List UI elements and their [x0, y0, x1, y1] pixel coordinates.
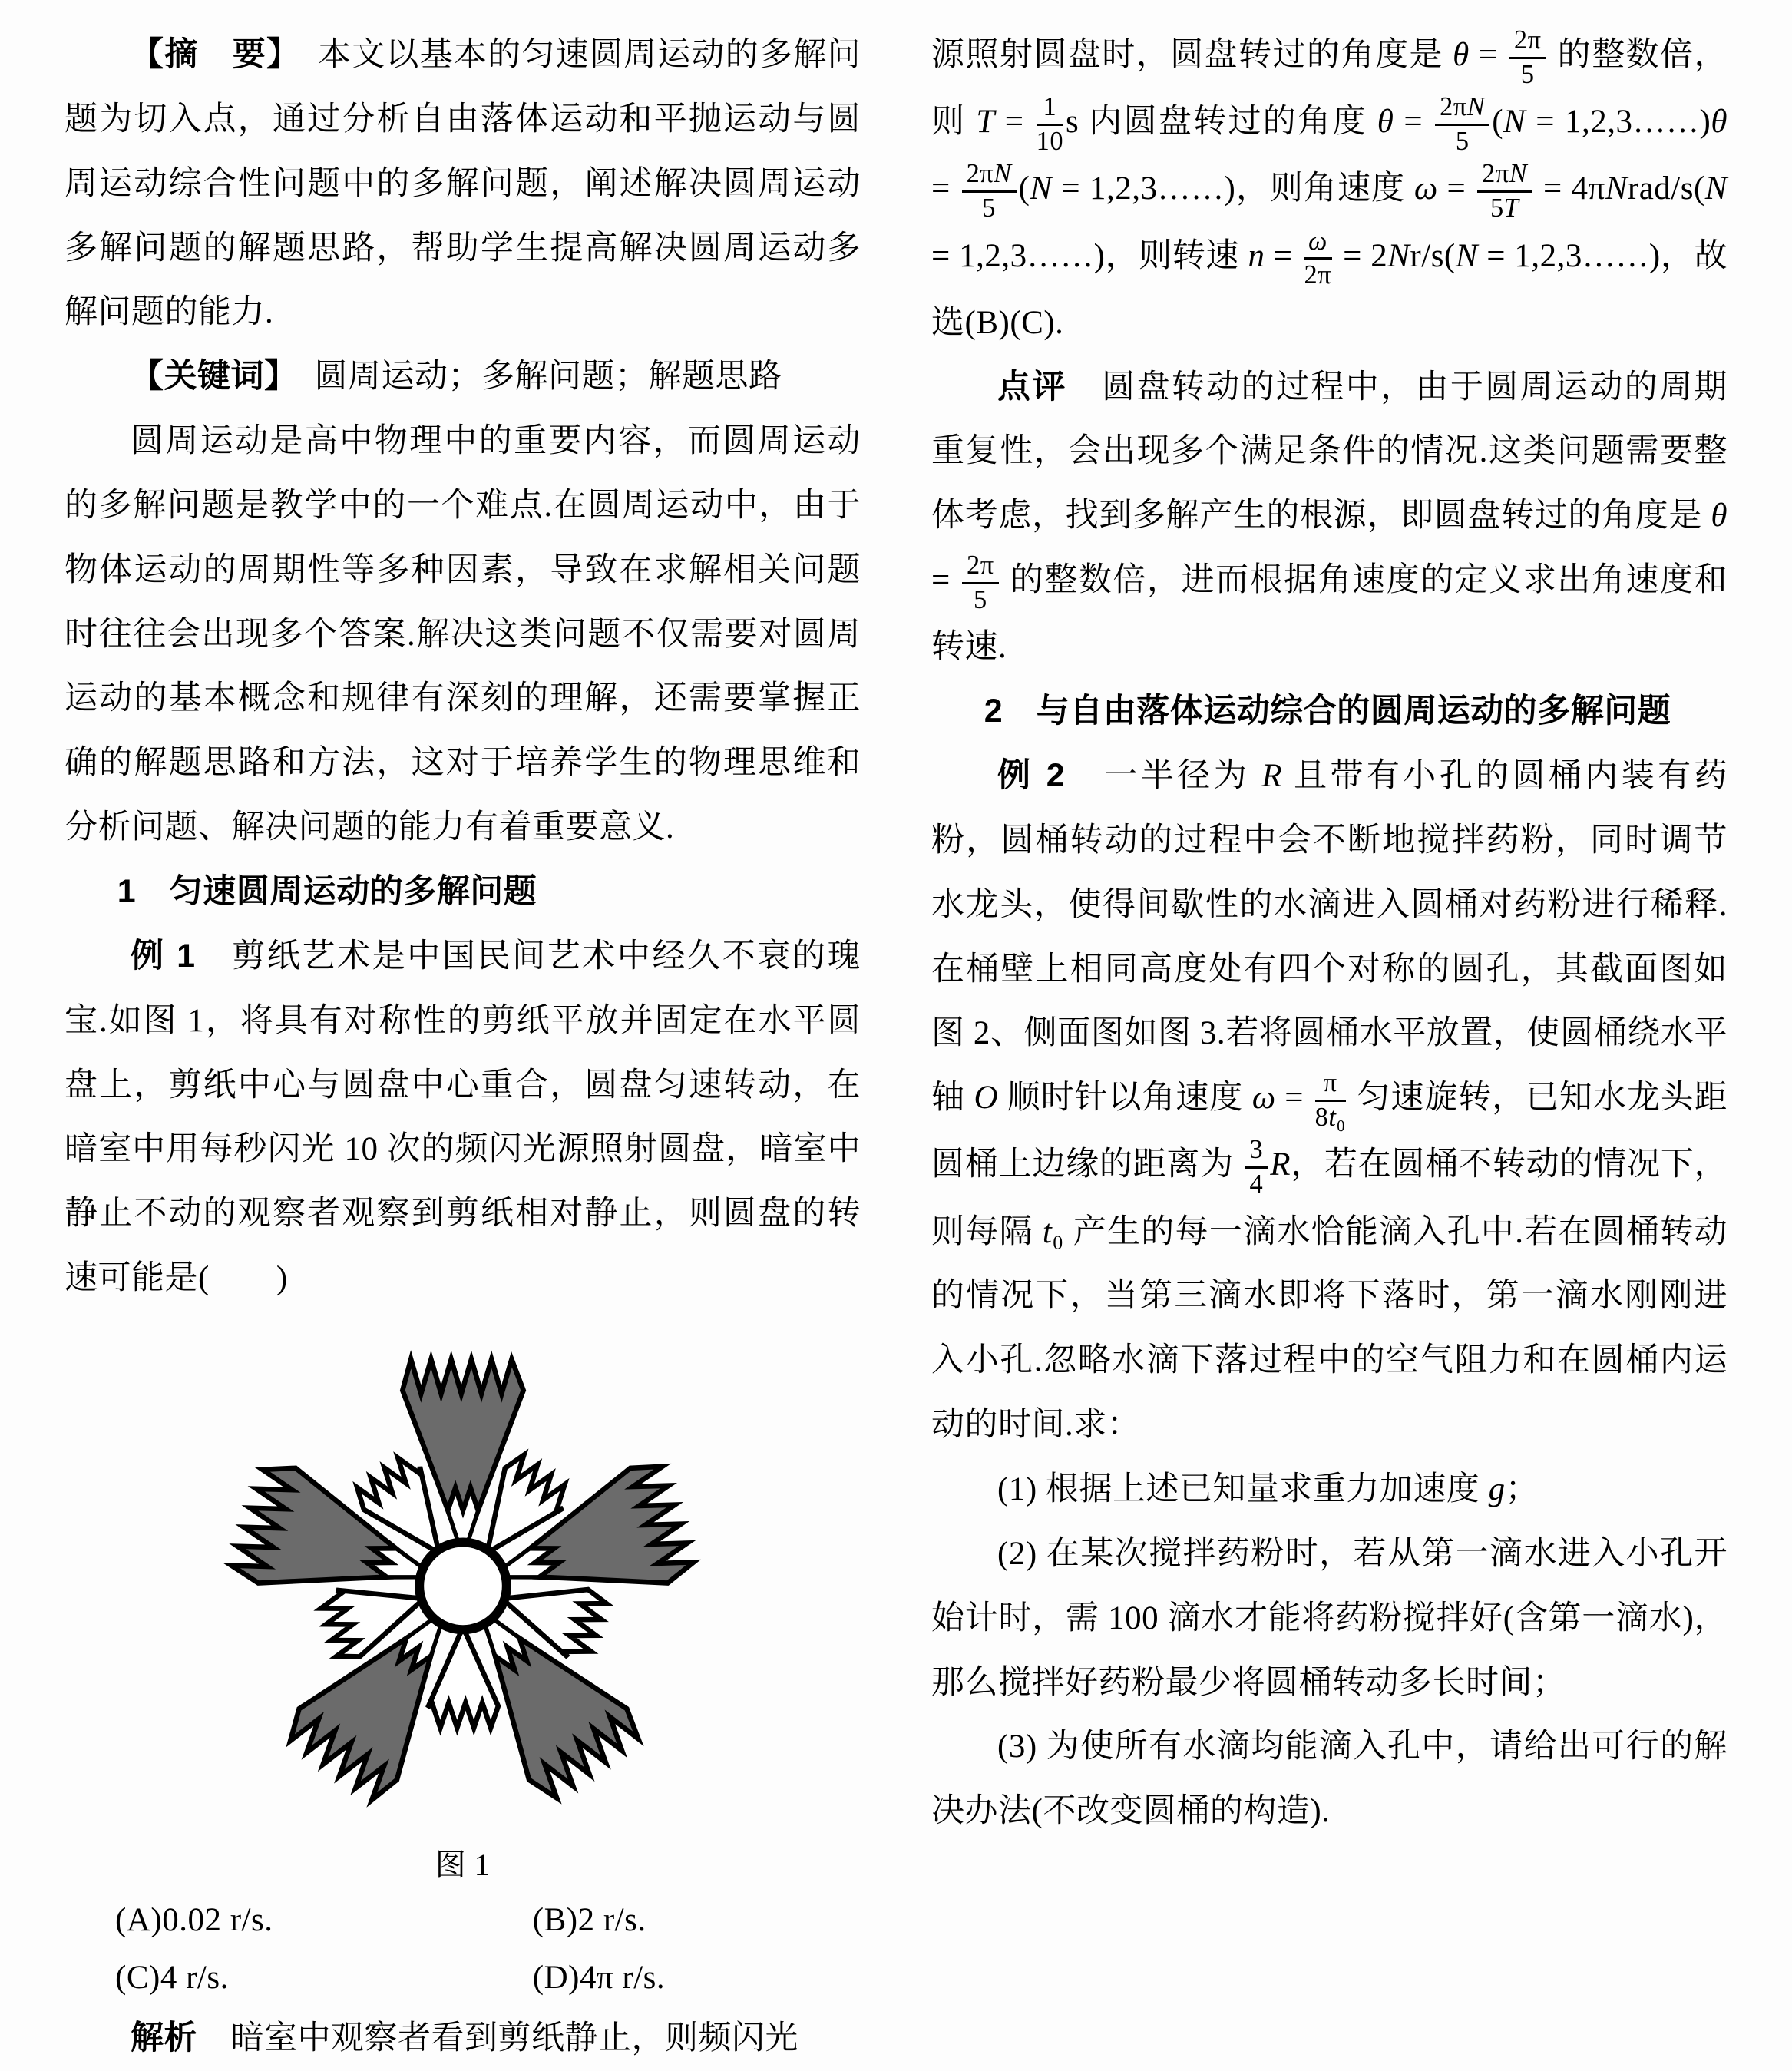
body-text: ，则转速: [1105, 237, 1248, 274]
intro-paragraph: [64, 409, 861, 860]
bold-label: 例 1: [131, 937, 196, 974]
math-text: =: [1437, 170, 1476, 207]
math-text: s: [1066, 104, 1079, 141]
math-fraction: $\frac{2\pi}{5}$: [962, 551, 999, 615]
body-text: 内圆盘转过的角度: [1079, 104, 1377, 141]
abstract-paragraph: [64, 23, 861, 345]
math-variable: N: [1503, 104, 1526, 141]
bold-label: 1 匀速圆周运动的多解问题: [117, 872, 537, 910]
body-text: 的整数倍，则: [931, 37, 1728, 141]
option-a: (A)0.02 r/s.: [115, 1901, 273, 1938]
math-variable: g: [1488, 1471, 1506, 1507]
bold-label: 【关键词】: [131, 358, 281, 395]
bold-label: 解析: [131, 2020, 197, 2057]
math-variable: θ: [1377, 104, 1394, 141]
math-text: =: [1275, 1080, 1313, 1117]
option-c: (C)4 r/s.: [115, 1959, 229, 1996]
math-variable: N: [1030, 170, 1053, 207]
body-text: 的整数倍，进而根据角速度的定义求出角速度和转速.: [931, 562, 1728, 666]
body-text: 顺时针以角速度: [998, 1080, 1252, 1117]
option-b: (B)2 r/s.: [532, 1901, 646, 1938]
body-text: 且带有小孔的圆桶内装有药粉，圆桶转动的过程中会不断地搅拌药粉，同时调节水龙头，使得间歇性的水滴进入圆桶对药粉进行稀释.在桶壁上相同高度处有四个对称的圆孔，其截面图如图 2、侧面图如图 3.若将圆桶水平放置，使圆桶绕水平轴: [931, 758, 1728, 1117]
math-variable: ω: [1308, 226, 1327, 256]
math-variable: R: [1261, 758, 1282, 794]
answer-options: [64, 1891, 861, 2007]
body-text: ，则角速度: [1235, 170, 1414, 207]
math-text: (: [1018, 170, 1030, 207]
bold-label: 2 与自由落体运动综合的圆周运动的多解问题: [984, 693, 1671, 730]
right-column: [931, 23, 1728, 2071]
body-text: 圆周运动；多解问题；解题思路: [281, 359, 782, 395]
keywords-paragraph: [64, 345, 861, 409]
papercut-center-circle: [419, 1542, 507, 1629]
math-fraction: $\frac{2\pi N}{5}$: [1435, 92, 1489, 157]
math-variable: t: [1042, 1213, 1053, 1250]
figure-caption: 图 1: [435, 1847, 491, 1882]
math-text: =: [931, 170, 960, 207]
bold-label: 【摘 要】: [131, 36, 284, 73]
math-variable: N: [1704, 170, 1728, 207]
example-1-paragraph: [64, 925, 861, 1311]
math-text: =: [931, 562, 960, 599]
figure-1: [64, 1322, 861, 1888]
math-fraction: $\frac{2\pi N}{5}$: [962, 159, 1017, 223]
math-variable: N: [1455, 237, 1478, 274]
math-variable: T: [976, 104, 995, 141]
math-text: = 1,2,3……): [1526, 104, 1711, 141]
body-text: ，故选(B)(C).: [931, 237, 1728, 341]
body-text: 匀速旋转，已知水龙头距圆桶上边缘的距离为: [931, 1080, 1728, 1183]
math-variable: N: [1466, 92, 1486, 122]
analysis-paragraph: [64, 2006, 861, 2071]
math-variable: N: [1605, 170, 1628, 207]
math-text: =: [1469, 37, 1507, 73]
math-fraction: $\frac{2\pi}{5}$: [1509, 25, 1546, 90]
papercut-flower-figure: [211, 1322, 715, 1842]
section-1-heading: [64, 860, 861, 925]
math-variable: R: [1270, 1146, 1291, 1183]
math-text: (: [1492, 104, 1504, 141]
math-fraction: $\frac{1}{10}$: [1036, 92, 1064, 156]
body-text: 一半径为: [1065, 758, 1262, 794]
math-variable: θ: [1711, 104, 1728, 141]
math-fraction: $\frac{3}{4}$: [1245, 1135, 1268, 1199]
question-1-paragraph: [931, 1457, 1728, 1522]
section-2-heading: [931, 680, 1728, 744]
body-text: (3) 为使所有水滴均能滴入孔中，请给出可行的解决办法(不改变圆桶的构造).: [931, 1729, 1728, 1830]
math-text: = 1,2,3……): [1477, 237, 1661, 274]
body-text: 暗室中观察者看到剪纸静止，则频闪光: [197, 2020, 798, 2057]
math-variable: t: [1328, 1102, 1337, 1132]
bold-label: 点评: [997, 368, 1067, 405]
bold-label: 例 2: [997, 757, 1066, 794]
math-text: =: [994, 104, 1034, 141]
math-text: r/s(: [1410, 237, 1456, 274]
body-text: ；: [1505, 1471, 1539, 1507]
question-2-paragraph: [931, 1522, 1728, 1715]
math-variable: n: [1248, 237, 1265, 274]
math-text: =: [1394, 104, 1433, 141]
example-2-paragraph: [931, 744, 1728, 1457]
math-fraction: $\frac{2\pi N}{5T}$: [1477, 159, 1532, 223]
body-text: 圆盘转动的过程中，由于圆周运动的周期重复性，会出现多个满足条件的情况.这类问题需要整体考虑，找到多解产生的根源，即圆盘转过的角度是: [931, 369, 1728, 534]
math-variable: θ: [1711, 498, 1728, 534]
math-text: = 1,2,3……): [1052, 170, 1236, 207]
body-text: (1) 根据上述已知量求重力加速度: [997, 1471, 1489, 1507]
body-text: ，若在圆桶不转动的情况下，则每隔: [931, 1146, 1728, 1250]
question-3-paragraph: [931, 1715, 1728, 1844]
math-variable: N: [1387, 237, 1410, 274]
math-text: = 2: [1334, 237, 1388, 274]
body-text: 剪纸艺术是中国民间艺术中经久不衰的瑰宝.如图 1，将具有对称性的剪纸平放并固定在水平圆盘上，剪纸中心与圆盘中心重合，圆盘匀速转动，在暗室中用每秒闪光 10 次的频闪光源照射圆盘，暗室中静止不动的观察者观察到剪纸相对静止，则圆盘的转速可能是( ): [64, 938, 861, 1297]
math-text: = 1,2,3……): [931, 237, 1106, 274]
math-variable: ω: [1413, 170, 1438, 207]
left-column: [64, 23, 861, 2071]
math-text: = 4π: [1534, 170, 1605, 207]
comment-paragraph: [931, 356, 1728, 680]
math-variable: θ: [1453, 37, 1470, 73]
math-text: =: [1265, 237, 1301, 274]
solution-continuation-paragraph: [931, 23, 1728, 356]
math-text: rad/s(: [1627, 170, 1705, 207]
math-fraction: $\frac{\omega}{2\pi}$: [1304, 226, 1332, 290]
option-d: (D)4π r/s.: [532, 1959, 666, 1996]
math-variable: N: [994, 159, 1012, 189]
body-text: 圆周运动是高中物理中的重要内容，而圆周运动的多解问题是教学中的一个难点.在圆周运动中，由于物体运动的周期性等多种因素，导致在求解相关问题时往往会出现多个答案.解决这类问题不仅需要对圆周运动的基本概念和规律有深刻的理解，还需要掌握正确的解题思路和方法，这对于培养学生的物理思维和分析问题、解决问题的能力有着重要意义.: [64, 423, 861, 846]
math-variable: T: [1503, 194, 1519, 223]
math-text: ₀: [1052, 1213, 1064, 1250]
math-variable: N: [1509, 159, 1528, 189]
math-variable: O: [974, 1080, 999, 1117]
body-text: 产生的每一滴水恰能滴入孔中.若在圆桶转动的情况下，当第三滴水即将下落时，第一滴水刚刚进入小孔.忽略水滴下落过程中的空气阻力和在圆桶内运动的时间.求：: [931, 1213, 1728, 1444]
math-variable: ω: [1251, 1080, 1276, 1117]
math-fraction: $\frac{\pi}{\text{8t₀}}$: [1314, 1068, 1346, 1132]
body-text: 本文以基本的匀速圆周运动的多解问题为切入点，通过分析自由落体运动和平抛运动与圆周运动综合性问题中的多解问题，阐述解决圆周运动多解问题的解题思路，帮助学生提高解决圆周运动多解问题的能力.: [64, 37, 861, 331]
body-text: 源照射圆盘时，圆盘转过的角度是: [931, 37, 1453, 73]
body-text: (2) 在某次搅拌药粉时，若从第一滴水进入小孔开始计时，需 100 滴水才能将药粉搅拌好(含第一滴水)，那么搅拌好药粉最少将圆桶转动多长时间；: [931, 1535, 1728, 1701]
